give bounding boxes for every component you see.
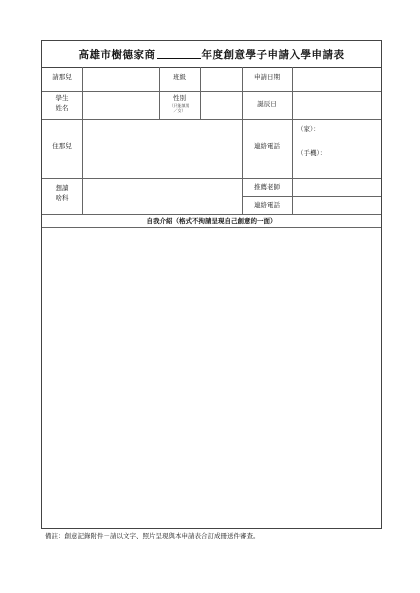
contact-phone-2-field[interactable] [293,197,381,214]
self-intro-header: 自我介紹（格式不拘請呈現自己創意的一面） [42,214,381,228]
student-name-label-line1: 學生 [55,94,69,102]
self-intro-field[interactable] [42,228,381,528]
address-field[interactable] [83,120,242,178]
application-form [41,40,382,529]
desired-dept-label-line1: 想讀 [55,184,69,192]
contact-phone-2-label: 連絡電話 [254,201,280,209]
student-name-label-line2: 姓名 [55,103,69,112]
apply-date-field[interactable] [293,68,381,91]
year-blank-field[interactable] [157,49,201,59]
recommend-teacher-field[interactable] [293,179,381,196]
desired-dept-field[interactable] [83,179,242,214]
graduate-school-label: 請那兒 [52,73,72,81]
desired-dept-label [42,184,82,204]
gender-label-group [159,94,200,113]
mobile-phone-label: （手機）： [297,149,327,157]
birthday-field[interactable] [293,92,381,119]
class-label: 班級 [173,73,186,81]
apply-date-label: 申請日期 [254,73,280,81]
student-name-field[interactable] [83,92,159,119]
recommend-teacher-label: 推薦老師 [254,183,280,191]
class-field[interactable] [201,68,242,91]
birthday-label: 誕辰日 [257,100,277,108]
desired-dept-label-line2: 啥科 [55,193,69,202]
form-title [42,41,381,68]
contact-phone-field[interactable] [293,120,381,178]
student-name-label [42,94,82,114]
title-suffix: 年度創意學子申請入學申請表 [201,48,345,61]
title-prefix: 高雄市樹德家商 [78,48,156,61]
footnote: 備註：創意記錄附件－請以文字、照片呈現與本申請表合訂成冊送件審查。 [45,532,260,540]
gender-label: 性別 [173,94,186,102]
gender-field[interactable] [201,92,242,119]
graduate-school-field[interactable] [83,68,159,91]
gender-hint-line2: ／女） [173,107,186,113]
address-label: 住那兒 [52,142,72,150]
gender-hint-line1: （只能填男 [169,102,190,108]
home-phone-label: （家）： [297,125,320,133]
contact-phone-label: 連絡電話 [254,142,280,150]
